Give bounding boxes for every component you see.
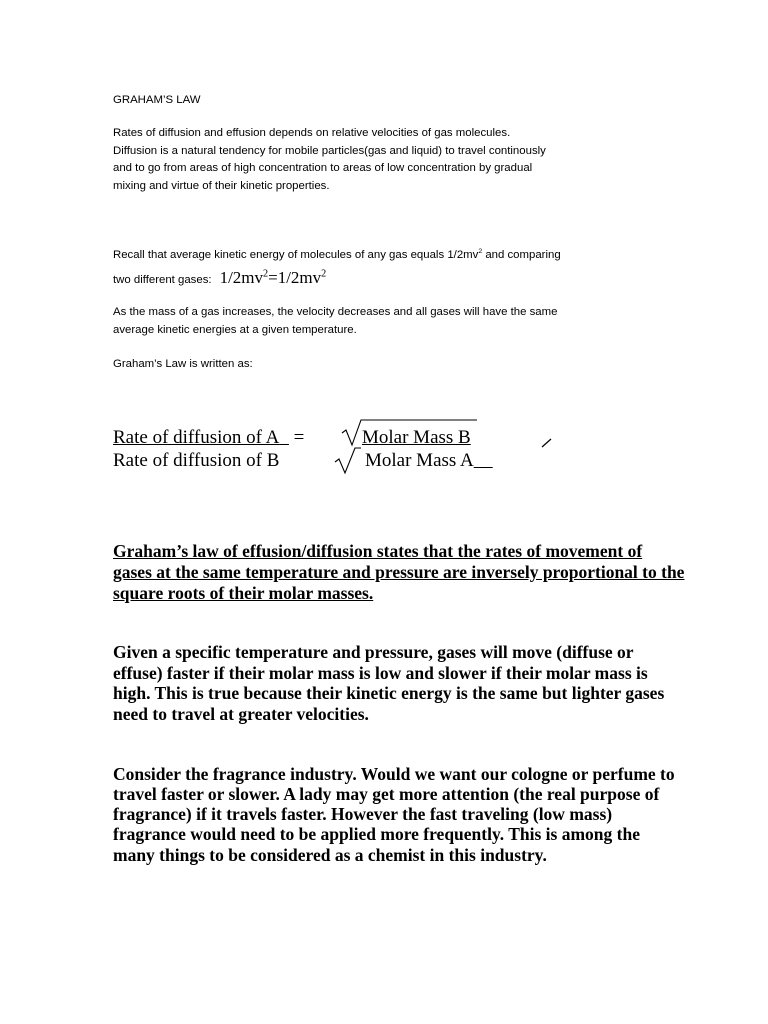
law-statement-line-2: gases at the same temperature and pressure are inversely proportional to the xyxy=(113,562,685,582)
formula-underline-gap xyxy=(279,427,289,448)
mass-statement-line-2: average kinetic energies at a given temperature. xyxy=(113,324,357,336)
stray-pen-mark xyxy=(540,436,554,450)
rate-of-diffusion-a: Rate of diffusion of A xyxy=(113,427,280,448)
intro-line-2: Diffusion is a natural tendency for mobile particles(gas and liquid) to travel continously xyxy=(113,145,546,157)
intro-line-1: Rates of diffusion and effusion depends on relative velocities of gas molecules. xyxy=(113,127,511,139)
formula-equals: = xyxy=(293,427,305,448)
square-root-sign-bottom xyxy=(333,446,363,478)
formula-denominator-left: Rate of diffusion of B xyxy=(113,450,280,471)
recall-line-1-tail: and comparing xyxy=(482,249,561,261)
molar-mass-line-3: high. This is true because their kinetic energy is the same but lighter gases xyxy=(113,683,665,703)
equation-left-exponent: 2 xyxy=(263,268,269,280)
formula-numerator-left xyxy=(113,427,304,449)
molar-mass-a-trailing-underline xyxy=(474,450,493,471)
intro-line-4: mixing and virtue of their kinetic properties. xyxy=(113,180,330,192)
recall-line-1 xyxy=(113,249,561,261)
written-as-label: Graham’s Law is written as: xyxy=(113,358,253,370)
recall-line-2-text: two different gases: xyxy=(113,274,212,286)
recall-line-2 xyxy=(113,268,326,288)
document-title: GRAHAM’S LAW xyxy=(113,94,201,106)
equation-left: 1/2mv xyxy=(219,268,264,287)
fragrance-line-3: fragrance) if it travels faster. However the fast traveling (low mass) xyxy=(113,804,613,824)
equation-right-exponent: 2 xyxy=(321,268,327,280)
kinetic-energy-equation xyxy=(220,268,327,287)
intro-line-3: and to go from areas of high concentration to areas of low concentration by gradual xyxy=(113,162,533,174)
molar-mass-a: Molar Mass A xyxy=(365,450,474,471)
mass-statement-line-1: As the mass of a gas increases, the velocity decreases and all gases will have the same xyxy=(113,306,558,318)
law-statement-line-1: Graham’s law of effusion/diffusion states that the rates of movement of xyxy=(113,541,643,561)
molar-mass-line-2: effuse) faster if their molar mass is low and slower if their molar mass is xyxy=(113,663,648,683)
molar-mass-b: Molar Mass B xyxy=(362,427,471,448)
fragrance-line-1: Consider the fragrance industry. Would we want our cologne or perfume to xyxy=(113,764,675,784)
formula-denominator-right xyxy=(365,450,493,472)
molar-mass-line-1: Given a specific temperature and pressure, gases will move (diffuse or xyxy=(113,642,634,662)
recall-line-1-text: Recall that average kinetic energy of molecules of any gas equals 1/2mv xyxy=(113,249,479,261)
fragrance-line-2: travel faster or slower. A lady may get more attention (the real purpose of xyxy=(113,784,660,804)
fragrance-line-4: fragrance would need to be applied more frequently. This is among the xyxy=(113,824,640,844)
recall-line-1-exponent: 2 xyxy=(478,248,483,256)
molar-mass-line-4: need to travel at greater velocities. xyxy=(113,704,369,724)
fragrance-line-5: many things to be considered as a chemist in this industry. xyxy=(113,845,547,865)
law-statement-line-3: square roots of their molar masses. xyxy=(113,583,374,603)
equation-right: =1/2mv xyxy=(268,268,322,287)
